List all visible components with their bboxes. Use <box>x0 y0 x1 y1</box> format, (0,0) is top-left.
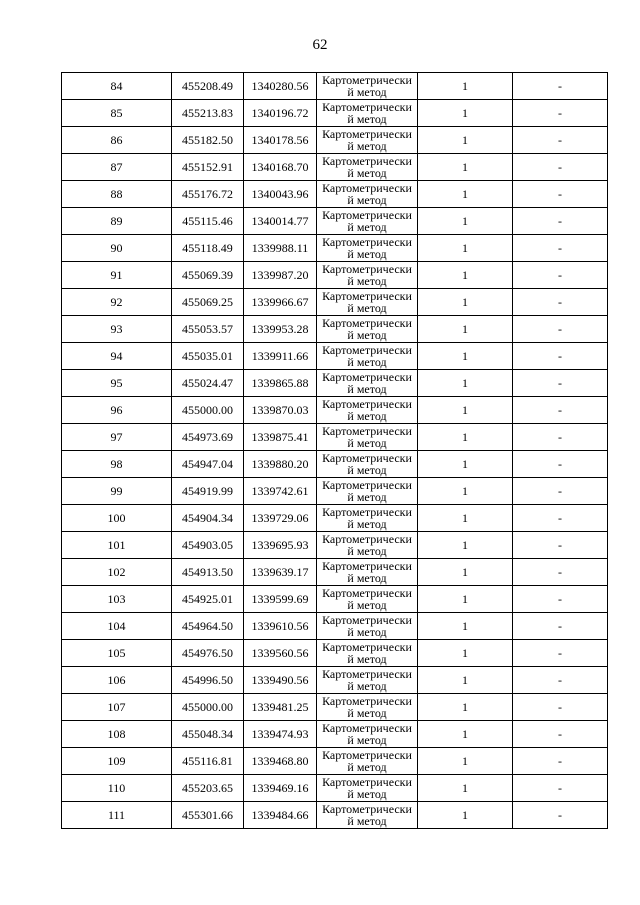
method-cell <box>317 127 418 154</box>
method-label-line2: й метод <box>347 274 387 288</box>
note-cell: - <box>513 370 608 397</box>
method-label-line2: й метод <box>347 409 387 423</box>
point-number-cell: 108 <box>62 721 172 748</box>
note-cell: - <box>513 640 608 667</box>
note-cell: - <box>513 694 608 721</box>
method-label-line1: Картометрически <box>322 154 412 168</box>
y-coordinate-cell: 1339988.11 <box>244 235 317 262</box>
method-cell <box>317 451 418 478</box>
method-cell <box>317 748 418 775</box>
method-label-line2: й метод <box>347 112 387 126</box>
method-label-line1: Картометрически <box>322 667 412 681</box>
method-label-line1: Картометрически <box>322 640 412 654</box>
method-label-line2: й метод <box>347 598 387 612</box>
precision-cell: 1 <box>418 451 513 478</box>
precision-cell: 1 <box>418 667 513 694</box>
precision-cell: 1 <box>418 208 513 235</box>
note-cell: - <box>513 100 608 127</box>
method-label-line2: й метод <box>347 517 387 531</box>
method-cell <box>317 640 418 667</box>
method-label-line1: Картометрически <box>322 208 412 222</box>
point-number-cell: 100 <box>62 505 172 532</box>
table-row <box>62 73 608 100</box>
x-coordinate-cell: 454913.50 <box>172 559 244 586</box>
table-row <box>62 316 608 343</box>
y-coordinate-cell: 1340014.77 <box>244 208 317 235</box>
precision-cell: 1 <box>418 721 513 748</box>
x-coordinate-cell: 454973.69 <box>172 424 244 451</box>
method-cell <box>317 100 418 127</box>
table-row <box>62 748 608 775</box>
method-label-line1: Картометрически <box>322 235 412 249</box>
table-row <box>62 775 608 802</box>
x-coordinate-cell: 455035.01 <box>172 343 244 370</box>
method-label-line1: Картометрически <box>322 289 412 303</box>
point-number-cell: 98 <box>62 451 172 478</box>
method-cell <box>317 397 418 424</box>
table-row <box>62 424 608 451</box>
method-label-line1: Картометрически <box>322 613 412 627</box>
method-label-line2: й метод <box>347 355 387 369</box>
x-coordinate-cell: 455048.34 <box>172 721 244 748</box>
x-coordinate-cell: 455024.47 <box>172 370 244 397</box>
x-coordinate-cell: 455000.00 <box>172 694 244 721</box>
x-coordinate-cell: 455176.72 <box>172 181 244 208</box>
method-cell <box>317 343 418 370</box>
note-cell: - <box>513 127 608 154</box>
point-number-cell: 102 <box>62 559 172 586</box>
note-cell: - <box>513 397 608 424</box>
method-cell <box>317 181 418 208</box>
precision-cell: 1 <box>418 127 513 154</box>
method-label-line1: Картометрически <box>322 397 412 411</box>
y-coordinate-cell: 1339599.69 <box>244 586 317 613</box>
note-cell: - <box>513 748 608 775</box>
method-label-line2: й метод <box>347 85 387 99</box>
method-cell <box>317 208 418 235</box>
y-coordinate-cell: 1339610.56 <box>244 613 317 640</box>
precision-cell: 1 <box>418 640 513 667</box>
x-coordinate-cell: 454964.50 <box>172 613 244 640</box>
point-number-cell: 110 <box>62 775 172 802</box>
table-row <box>62 370 608 397</box>
note-cell: - <box>513 775 608 802</box>
table-row <box>62 532 608 559</box>
precision-cell: 1 <box>418 262 513 289</box>
method-label-line1: Картометрически <box>322 316 412 330</box>
method-label-line1: Картометрически <box>322 586 412 600</box>
point-number-cell: 84 <box>62 73 172 100</box>
method-label-line1: Картометрически <box>322 748 412 762</box>
table-row <box>62 667 608 694</box>
table-row <box>62 127 608 154</box>
method-label-line2: й метод <box>347 382 387 396</box>
y-coordinate-cell: 1339639.17 <box>244 559 317 586</box>
x-coordinate-cell: 454925.01 <box>172 586 244 613</box>
table-row <box>62 586 608 613</box>
table-row <box>62 235 608 262</box>
note-cell: - <box>513 235 608 262</box>
note-cell: - <box>513 586 608 613</box>
x-coordinate-cell: 454904.34 <box>172 505 244 532</box>
point-number-cell: 97 <box>62 424 172 451</box>
method-cell <box>317 802 418 829</box>
table-row <box>62 451 608 478</box>
method-label-line1: Картометрически <box>322 370 412 384</box>
method-cell <box>317 154 418 181</box>
table-row <box>62 505 608 532</box>
precision-cell: 1 <box>418 316 513 343</box>
note-cell: - <box>513 73 608 100</box>
y-coordinate-cell: 1340168.70 <box>244 154 317 181</box>
note-cell: - <box>513 316 608 343</box>
point-number-cell: 104 <box>62 613 172 640</box>
precision-cell: 1 <box>418 748 513 775</box>
y-coordinate-cell: 1339880.20 <box>244 451 317 478</box>
method-label-line2: й метод <box>347 166 387 180</box>
coordinates-table <box>61 72 608 829</box>
method-label-line2: й метод <box>347 625 387 639</box>
point-number-cell: 88 <box>62 181 172 208</box>
point-number-cell: 86 <box>62 127 172 154</box>
method-cell <box>317 532 418 559</box>
precision-cell: 1 <box>418 235 513 262</box>
table-row <box>62 478 608 505</box>
point-number-cell: 96 <box>62 397 172 424</box>
method-label-line2: й метод <box>347 490 387 504</box>
note-cell: - <box>513 343 608 370</box>
method-cell <box>317 370 418 397</box>
y-coordinate-cell: 1339911.66 <box>244 343 317 370</box>
method-label-line1: Картометрически <box>322 127 412 141</box>
table-row <box>62 640 608 667</box>
point-number-cell: 92 <box>62 289 172 316</box>
precision-cell: 1 <box>418 559 513 586</box>
precision-cell: 1 <box>418 289 513 316</box>
method-label-line1: Картометрически <box>322 451 412 465</box>
x-coordinate-cell: 454976.50 <box>172 640 244 667</box>
method-label-line1: Картометрически <box>322 532 412 546</box>
y-coordinate-cell: 1339468.80 <box>244 748 317 775</box>
x-coordinate-cell: 455182.50 <box>172 127 244 154</box>
method-label-line2: й метод <box>347 733 387 747</box>
method-label-line1: Картометрически <box>322 262 412 276</box>
x-coordinate-cell: 455115.46 <box>172 208 244 235</box>
x-coordinate-cell: 455301.66 <box>172 802 244 829</box>
table-row <box>62 613 608 640</box>
point-number-cell: 89 <box>62 208 172 235</box>
point-number-cell: 99 <box>62 478 172 505</box>
x-coordinate-cell: 455069.25 <box>172 289 244 316</box>
method-label-line2: й метод <box>347 787 387 801</box>
precision-cell: 1 <box>418 586 513 613</box>
method-cell <box>317 694 418 721</box>
method-label-line2: й метод <box>347 139 387 153</box>
note-cell: - <box>513 424 608 451</box>
precision-cell: 1 <box>418 505 513 532</box>
y-coordinate-cell: 1339474.93 <box>244 721 317 748</box>
x-coordinate-cell: 454996.50 <box>172 667 244 694</box>
table-row <box>62 154 608 181</box>
x-coordinate-cell: 455069.39 <box>172 262 244 289</box>
table-row <box>62 802 608 829</box>
method-label-line1: Картометрически <box>322 181 412 195</box>
method-label-line2: й метод <box>347 679 387 693</box>
method-cell <box>317 721 418 748</box>
x-coordinate-cell: 455116.81 <box>172 748 244 775</box>
method-label-line2: й метод <box>347 436 387 450</box>
precision-cell: 1 <box>418 73 513 100</box>
method-cell <box>317 505 418 532</box>
note-cell: - <box>513 181 608 208</box>
method-label-line1: Картометрически <box>322 100 412 114</box>
note-cell: - <box>513 451 608 478</box>
precision-cell: 1 <box>418 478 513 505</box>
y-coordinate-cell: 1339484.66 <box>244 802 317 829</box>
y-coordinate-cell: 1339870.03 <box>244 397 317 424</box>
precision-cell: 1 <box>418 613 513 640</box>
y-coordinate-cell: 1339875.41 <box>244 424 317 451</box>
point-number-cell: 103 <box>62 586 172 613</box>
point-number-cell: 94 <box>62 343 172 370</box>
method-cell <box>317 613 418 640</box>
y-coordinate-cell: 1340196.72 <box>244 100 317 127</box>
x-coordinate-cell: 454919.99 <box>172 478 244 505</box>
y-coordinate-cell: 1339966.67 <box>244 289 317 316</box>
y-coordinate-cell: 1339695.93 <box>244 532 317 559</box>
coordinates-table-body <box>62 73 608 829</box>
y-coordinate-cell: 1339560.56 <box>244 640 317 667</box>
point-number-cell: 93 <box>62 316 172 343</box>
x-coordinate-cell: 454947.04 <box>172 451 244 478</box>
point-number-cell: 106 <box>62 667 172 694</box>
method-cell <box>317 559 418 586</box>
note-cell: - <box>513 559 608 586</box>
y-coordinate-cell: 1339729.06 <box>244 505 317 532</box>
point-number-cell: 90 <box>62 235 172 262</box>
method-cell <box>317 289 418 316</box>
method-label-line2: й метод <box>347 220 387 234</box>
method-label-line2: й метод <box>347 652 387 666</box>
method-label-line1: Картометрически <box>322 721 412 735</box>
x-coordinate-cell: 455152.91 <box>172 154 244 181</box>
y-coordinate-cell: 1339490.56 <box>244 667 317 694</box>
point-number-cell: 87 <box>62 154 172 181</box>
note-cell: - <box>513 262 608 289</box>
method-label-line2: й метод <box>347 571 387 585</box>
method-label-line2: й метод <box>347 814 387 828</box>
method-label-line1: Картометрически <box>322 343 412 357</box>
precision-cell: 1 <box>418 775 513 802</box>
method-label-line1: Картометрически <box>322 505 412 519</box>
point-number-cell: 107 <box>62 694 172 721</box>
point-number-cell: 109 <box>62 748 172 775</box>
x-coordinate-cell: 455000.00 <box>172 397 244 424</box>
method-label-line1: Картометрически <box>322 694 412 708</box>
note-cell: - <box>513 478 608 505</box>
method-label-line2: й метод <box>347 247 387 261</box>
method-label-line1: Картометрически <box>322 775 412 789</box>
point-number-cell: 91 <box>62 262 172 289</box>
method-label-line2: й метод <box>347 193 387 207</box>
page-number: 62 <box>312 37 328 53</box>
method-cell <box>317 424 418 451</box>
point-number-cell: 85 <box>62 100 172 127</box>
y-coordinate-cell: 1339469.16 <box>244 775 317 802</box>
precision-cell: 1 <box>418 424 513 451</box>
method-cell <box>317 586 418 613</box>
table-row <box>62 694 608 721</box>
note-cell: - <box>513 154 608 181</box>
method-cell <box>317 235 418 262</box>
method-label-line1: Картометрически <box>322 559 412 573</box>
table-row <box>62 181 608 208</box>
table-row <box>62 397 608 424</box>
y-coordinate-cell: 1339953.28 <box>244 316 317 343</box>
precision-cell: 1 <box>418 181 513 208</box>
table-row <box>62 289 608 316</box>
table-row <box>62 100 608 127</box>
precision-cell: 1 <box>418 370 513 397</box>
y-coordinate-cell: 1340043.96 <box>244 181 317 208</box>
method-cell <box>317 667 418 694</box>
method-label-line1: Картометрически <box>322 73 412 87</box>
precision-cell: 1 <box>418 397 513 424</box>
precision-cell: 1 <box>418 100 513 127</box>
method-label-line2: й метод <box>347 706 387 720</box>
y-coordinate-cell: 1339987.20 <box>244 262 317 289</box>
x-coordinate-cell: 455203.65 <box>172 775 244 802</box>
table-row <box>62 208 608 235</box>
y-coordinate-cell: 1339865.88 <box>244 370 317 397</box>
method-cell <box>317 316 418 343</box>
note-cell: - <box>513 613 608 640</box>
x-coordinate-cell: 455208.49 <box>172 73 244 100</box>
note-cell: - <box>513 721 608 748</box>
precision-cell: 1 <box>418 154 513 181</box>
method-label-line2: й метод <box>347 301 387 315</box>
y-coordinate-cell: 1340280.56 <box>244 73 317 100</box>
x-coordinate-cell: 455053.57 <box>172 316 244 343</box>
precision-cell: 1 <box>418 802 513 829</box>
method-label-line2: й метод <box>347 760 387 774</box>
note-cell: - <box>513 289 608 316</box>
table-row <box>62 559 608 586</box>
note-cell: - <box>513 208 608 235</box>
method-label-line1: Картометрически <box>322 424 412 438</box>
y-coordinate-cell: 1339481.25 <box>244 694 317 721</box>
x-coordinate-cell: 455118.49 <box>172 235 244 262</box>
note-cell: - <box>513 505 608 532</box>
x-coordinate-cell: 455213.83 <box>172 100 244 127</box>
method-label-line2: й метод <box>347 328 387 342</box>
precision-cell: 1 <box>418 532 513 559</box>
method-label-line2: й метод <box>347 544 387 558</box>
method-cell <box>317 262 418 289</box>
note-cell: - <box>513 532 608 559</box>
note-cell: - <box>513 667 608 694</box>
note-cell: - <box>513 802 608 829</box>
method-label-line1: Картометрически <box>322 802 412 816</box>
method-label-line1: Картометрически <box>322 478 412 492</box>
precision-cell: 1 <box>418 694 513 721</box>
method-cell <box>317 478 418 505</box>
table-row <box>62 343 608 370</box>
x-coordinate-cell: 454903.05 <box>172 532 244 559</box>
method-label-line2: й метод <box>347 463 387 477</box>
table-row <box>62 262 608 289</box>
point-number-cell: 95 <box>62 370 172 397</box>
y-coordinate-cell: 1340178.56 <box>244 127 317 154</box>
point-number-cell: 105 <box>62 640 172 667</box>
point-number-cell: 111 <box>62 802 172 829</box>
point-number-cell: 101 <box>62 532 172 559</box>
table-row <box>62 721 608 748</box>
method-cell <box>317 73 418 100</box>
y-coordinate-cell: 1339742.61 <box>244 478 317 505</box>
method-cell <box>317 775 418 802</box>
precision-cell: 1 <box>418 343 513 370</box>
